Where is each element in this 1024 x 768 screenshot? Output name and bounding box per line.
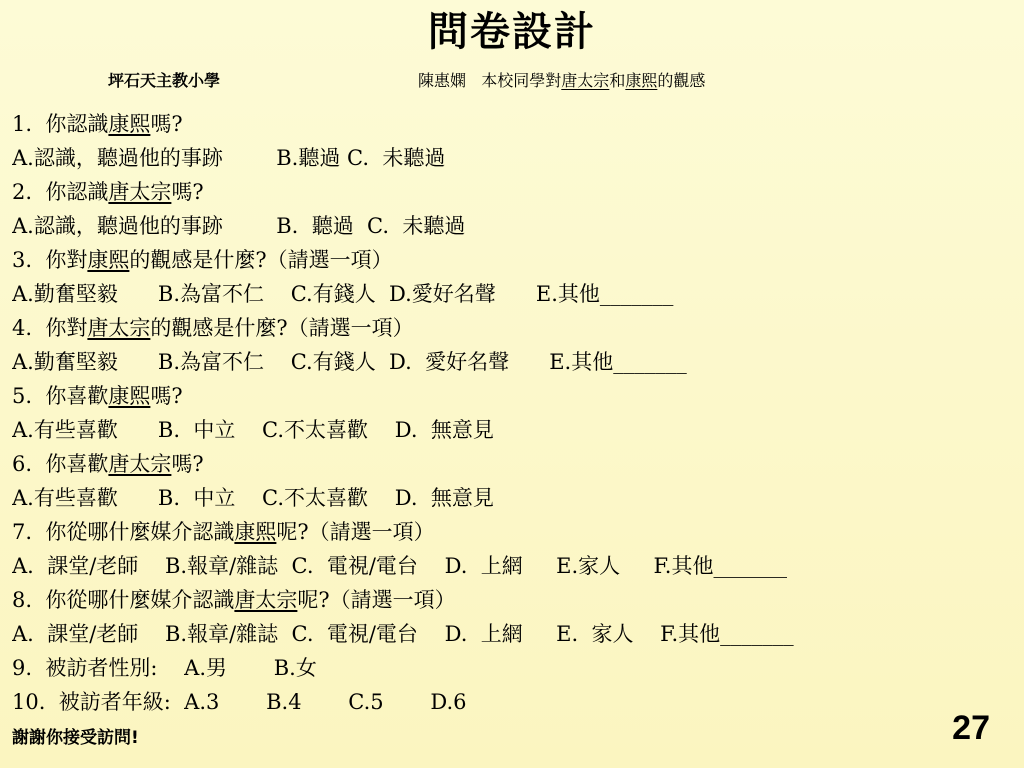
- topic-mid: 和: [609, 71, 626, 90]
- topic-pre: 本校同學對: [481, 71, 562, 90]
- answer-options-8: A. 課堂/老師 B.報章/雜誌 C. 電視/電台 D. 上網 E. 家人 F.其他_______: [12, 622, 794, 646]
- question-8: [12, 583, 1024, 617]
- answer-options-6: A.有些喜歡 B. 中立 C.不太喜歡 D. 無意見: [12, 486, 494, 510]
- answer-options-2: A.認識，聽過他的事跡 B. 聽過 C. 未聽過: [12, 214, 466, 238]
- question-text: 嗎?: [171, 452, 204, 476]
- answer-options-3: A.勤奮堅毅 B.為富不仁 C.有錢人 D.愛好名聲 E.其他_______: [12, 282, 674, 306]
- question-text: 7. 你從哪什麼媒介認識: [12, 520, 235, 544]
- question-text: 3. 你對: [12, 248, 88, 272]
- answer-options-7: A. 課堂/老師 B.報章/雜誌 C. 電視/電台 D. 上網 E.家人 F.其他_______: [12, 554, 787, 578]
- question-subject: 康熙: [108, 384, 151, 408]
- questionnaire: [12, 107, 1024, 719]
- question-6: [12, 447, 1024, 481]
- question-text: 嗎?: [150, 112, 183, 136]
- answer-options-5: A.有些喜歡 B. 中立 C.不太喜歡 D. 無意見: [12, 418, 494, 442]
- question-9-gender: 9. 被訪者性別: A.男 B.女: [12, 656, 317, 680]
- question-2: [12, 175, 1024, 209]
- thanks-note: 謝謝你接受訪問!: [12, 728, 139, 748]
- question-subject: 唐太宗: [108, 180, 172, 204]
- page-title: 問卷設計: [428, 9, 596, 55]
- question-7: [12, 515, 1024, 549]
- topic-name-kangxi: 康熙: [625, 71, 658, 90]
- page-number: 27: [952, 709, 990, 747]
- subtitle: [418, 70, 705, 92]
- question-text: 1. 你認識: [12, 112, 109, 136]
- topic-post: 的觀感: [657, 71, 706, 90]
- answer-options-4: A.勤奮堅毅 B.為富不仁 C.有錢人 D. 愛好名聲 E.其他_______: [12, 350, 687, 374]
- question-10-grade: 10. 被訪者年級: A.3 B.4 C.5 D.6: [12, 690, 467, 714]
- question-text: 嗎?: [171, 180, 204, 204]
- question-subject: 康熙: [234, 520, 277, 544]
- question-text: 4. 你對: [12, 316, 88, 340]
- question-text: 的觀感是什麼?（請選一項）: [150, 316, 414, 340]
- question-text: 呢?（請選一項）: [276, 520, 435, 544]
- question-subject: 唐太宗: [108, 452, 172, 476]
- question-text: 5. 你喜歡: [12, 384, 109, 408]
- question-subject: 康熙: [108, 112, 151, 136]
- school-name: 坪石天主教小學: [108, 71, 221, 90]
- question-subject: 唐太宗: [234, 588, 298, 612]
- question-text: 呢?（請選一項）: [297, 588, 456, 612]
- answer-options-1: A.認識，聽過他的事跡 B.聽過 C. 未聽過: [12, 146, 446, 170]
- question-4: [12, 311, 1024, 345]
- question-subject: 唐太宗: [87, 316, 151, 340]
- question-text: 嗎?: [150, 384, 183, 408]
- question-3: [12, 243, 1024, 277]
- subtitle-gap: [466, 71, 481, 90]
- topic-name-tang: 唐太宗: [561, 71, 610, 90]
- question-text: 8. 你從哪什麼媒介認識: [12, 588, 235, 612]
- question-text: 6. 你喜歡: [12, 452, 109, 476]
- author-name: 陳惠嫻: [418, 71, 467, 90]
- question-subject: 康熙: [87, 248, 130, 272]
- question-text: 的觀感是什麼?（請選一項）: [129, 248, 393, 272]
- question-5: [12, 379, 1024, 413]
- question-text: 2. 你認識: [12, 180, 109, 204]
- question-1: [12, 107, 1024, 141]
